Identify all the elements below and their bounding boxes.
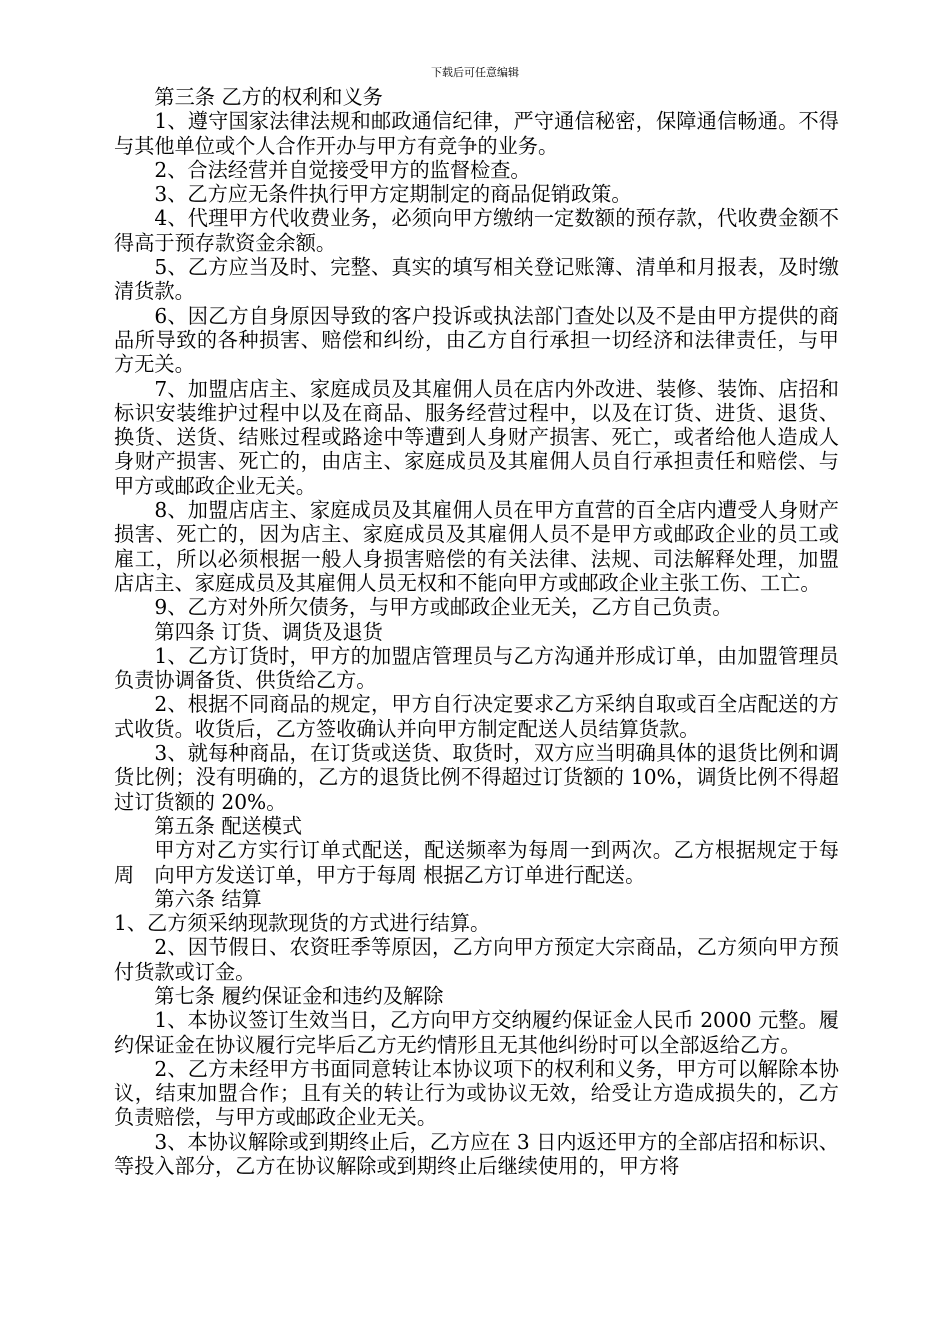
paragraph: 第七条 履约保证金和违约及解除	[154, 983, 444, 1008]
document-body	[114, 85, 839, 1178]
paragraph: 3、乙方应无条件执行甲方定期制定的商品促销政策。	[154, 182, 632, 207]
paragraph: 1、本协议签订生效当日，乙方向甲方交纳履约保证金人民币 2000 元整。履约保证金在协议履行完毕后乙方无约情形且无其他纠纷时可以全部返给乙方。	[114, 1008, 839, 1057]
paragraph: 第六条 结算	[154, 886, 262, 911]
paragraph: 6、因乙方自身原因导致的客户投诉或执法部门查处以及不是由甲方提供的商品所导致的各种损害、赔偿和纠纷，由乙方自行承担一切经济和法律责任，与甲方无关。	[114, 303, 839, 377]
paragraph: 2、因节假日、农资旺季等原因，乙方向甲方预定大宗商品，乙方须向甲方预付货款或订金。	[114, 935, 839, 984]
paragraph: 9、乙方对外所欠债务，与甲方或邮政企业无关，乙方自己负责。	[154, 595, 733, 620]
header-note: 下载后可任意编辑	[431, 66, 519, 79]
paragraph: 1、乙方订货时，甲方的加盟店管理员与乙方沟通并形成订单，由加盟管理员负责协调备货、供货给乙方。	[114, 643, 839, 693]
paragraph: 第五条 配送模式	[154, 813, 303, 838]
paragraph: 3、就每种商品，在订货或送货、取货时，双方应当明确具体的退货比例和调货比例；没有明确的，乙方的退货比例不得超过订货额的 10%，调货比例不得超过订货额的 20%。	[114, 741, 839, 814]
paragraph: 8、加盟店店主、家庭成员及其雇佣人员在甲方直营的百全店内遭受人身财产损害、死亡的，因为店主、家庭成员及其雇佣人员不是甲方或邮政企业的员工或雇工，所以必须根据一般人身损害赔偿的有关法律、法规、司法解释处理，加盟店店主、家庭成员及其雇佣人员无权和不能向甲方或邮政企业主张工伤、工亡。	[114, 498, 839, 595]
paragraph: 4、代理甲方代收费业务，必须向甲方缴纳一定数额的预存款，代收费金额不得高于预存款资金余额。	[114, 206, 839, 255]
paragraph: 2、根据不同商品的规定，甲方自行决定要求乙方采纳自取或百全店配送的方式收货。收货后，乙方签收确认并向甲方制定配送人员结算货款。	[114, 692, 839, 741]
paragraph: 3、本协议解除或到期终止后，乙方应在 3 日内返还甲方的全部店招和标识、等投入部分，乙方在协议解除或到期终止后继续使用的，甲方将	[114, 1129, 839, 1179]
paragraph: 5、乙方应当及时、完整、真实的填写相关登记账簿、清单和月报表，及时缴清货款。	[114, 255, 839, 304]
paragraph: 2、乙方未经甲方书面同意转让本协议项下的权利和义务，甲方可以解除本协议，结束加盟合作；且有关的转让行为或协议无效，给受让方造成损失的，乙方负责赔偿，与甲方或邮政企业无关。	[114, 1056, 839, 1130]
paragraph: 7、加盟店店主、家庭成员及其雇佣人员在店内外改进、装修、装饰、店招和标识安装维护过程中以及在商品、服务经营过程中，以及在订货、进货、退货、换货、送货、结账过程或路途中等遭到人身财产损害、死亡，或者给他人造成人身财产损害、死亡的，由店主、家庭成员及其雇佣人员自行承担责任和赔偿、与甲方或邮政企业无关。	[114, 376, 839, 498]
paragraph: 第三条 乙方的权利和义务	[154, 85, 383, 109]
paragraph: 1、遵守国家法律法规和邮政通信纪律，严守通信秘密，保障通信畅通。不得与其他单位或个人合作开办与甲方有竞争的业务。	[114, 109, 839, 158]
paragraph: 甲方对乙方实行订单式配送，配送频率为每周一到两次。乙方根据规定于每周 向甲方发送订单，甲方于每周 根据乙方订单进行配送。	[114, 838, 839, 887]
paragraph: 第四条 订货、调货及退货	[154, 619, 383, 644]
paragraph: 2、合法经营并自觉接受甲方的监督检查。	[154, 157, 531, 182]
paragraph: 1、乙方须采纳现款现货的方式进行结算。	[114, 911, 491, 936]
